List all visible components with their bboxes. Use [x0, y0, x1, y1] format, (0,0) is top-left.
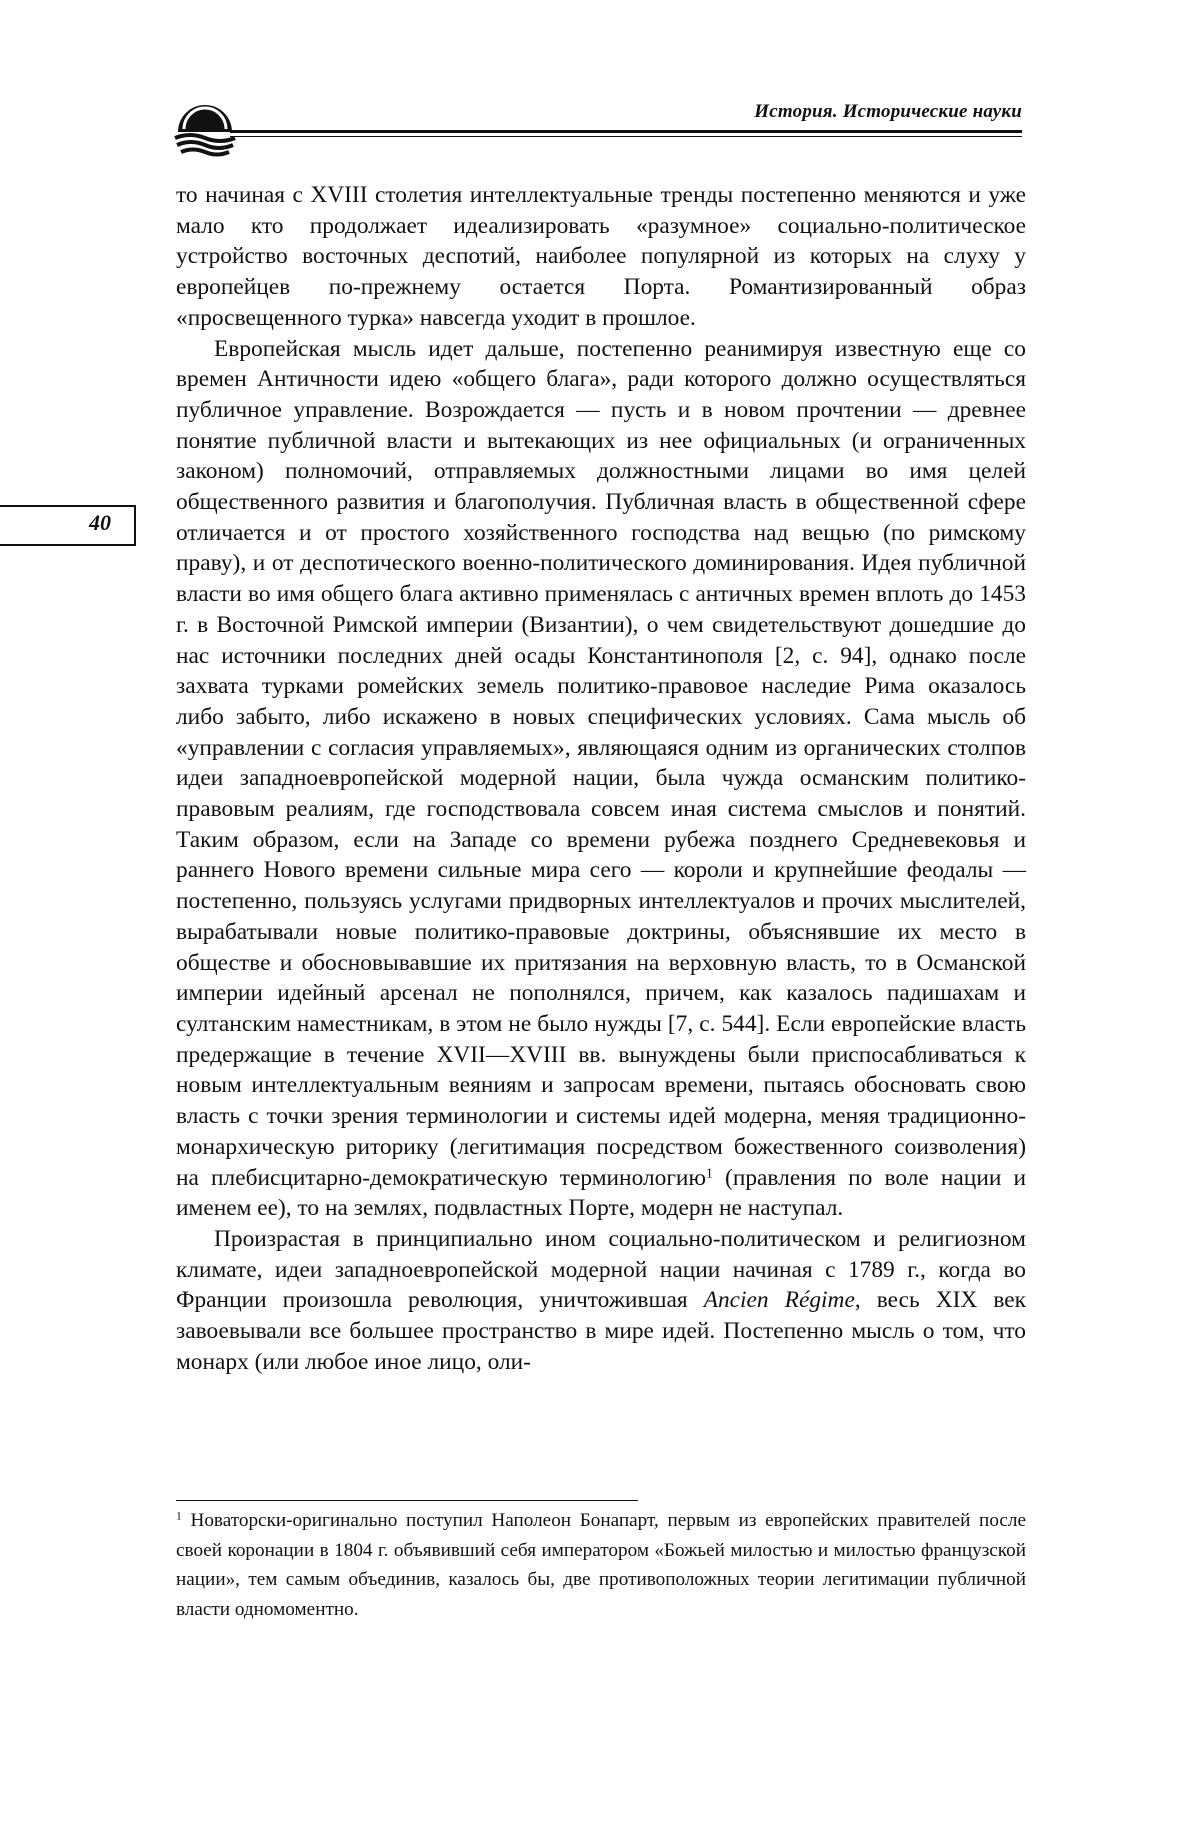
- footnote-text: [176, 1506, 1026, 1624]
- paragraph-1: то начиная с XVIII столетия интеллектуальные тренды постепенно меняются и уже мало кто продолжает идеализировать «разумное» социально-политическое устройство восточных деспотий, наиболее популярной из которых на слуху у европейцев по-прежнему остается Порта. Романтизированный образ «просвещенного турка» навсегда уходит в прошлое.: [176, 182, 1026, 331]
- paragraph-3-italic: Ancien Régime: [703, 1287, 855, 1314]
- paragraph-2-end: (правления по воле нации и именем ее), то на землях, подвластных Порте, модерн не наступал.: [176, 1164, 1026, 1222]
- paragraph-3: [176, 1224, 1026, 1378]
- footnote-marker: 1: [176, 1510, 182, 1523]
- header-rule-thin: [230, 136, 1022, 137]
- footnote: [176, 1506, 1026, 1624]
- footnote-reference: 1: [705, 1164, 713, 1181]
- footnote-separator: [176, 1500, 638, 1501]
- paragraph-2-text: Европейская мысль идет дальше, постепенно реанимируя известную еще со времен Античности идею «общего блага», ради которого должно осуществляться публичное управление. Возрождается — пусть и в новом прочтении — древнее понятие публичной власти и вытекающих из нее официальных (и ограниченных законом) полномочий, отправляемых должностными лицами во имя целей общественного развития и благополучия. Публичная власть в общественной сфере отличается и от простого хозяйственного господства над вещью (по римскому праву), и от деспотического военно-политического доминирования. Идея публичной власти во имя общего блага активно применялась с античных времен вплоть до 1453 г. в Восточной Римской империи (Византии), о чем свидетельствуют дошедшие до нас источники последних дней осады Константинополя [2, с. 94], однако после захвата турками ромейских земель политико-правовое наследие Рима оказалось либо забыто, либо искажено в новых специфических условиях. Сама мысль об «управлении с согласия управляемых», являющаяся одним из органических столпов идеи западноевропейской модерной нации, была чужда османским политико-правовым реалиям, где господствовала совсем иная система смыслов и понятий. Таким образом, если на Западе со времени рубежа позднего Средневековья и раннего Нового времени сильные мира сего — короли и крупнейшие феодалы — постепенно, пользуясь услугами придворных интеллектуалов и прочих мыслителей, вырабатывали новые политико-правовые доктрины, объяснявшие их место в обществе и обосновывавшие их притязания на верховную власть, то в Османской империи идейный арсенал не пополнялся, причем, как казалось падишахам и султанским наместникам, в этом не было нужды [7, с. 544]. Если европейские власть предержащие в течение XVII—XVIII вв. вынуждены были приспосабливаться к новым интеллектуальным веяниям и запросам времени, пытаясь обосновать свою власть с точки зрения терминологии и системы идей модерна, меняя традиционно-монархическую риторику (легитимация посредством божественного соизволения) на плебисцитарно-демократическую терминологию: [176, 335, 1026, 1191]
- header-rule-thick: [230, 130, 1022, 133]
- body-text: [176, 180, 1026, 1377]
- paragraph-3-end: , весь XIX век завоевывали все большее пространство в мире идей. Постепенно мысль о том, что монарх (или любое иное лицо, оли-: [176, 1287, 1026, 1375]
- paragraph-2: [176, 334, 1026, 1224]
- running-header-title: История. Исторические науки: [754, 101, 1022, 122]
- wave-sun-logo-icon: [172, 102, 238, 158]
- paragraph-3-start: Произрастая в принципиально ином социально-политическом и религиозном климате, идеи западноевропейской модерной нации начиная с 1789 г., когда во Франции произошла революция, уничтожившая: [176, 1225, 1026, 1314]
- footnote-body: Новаторски-оригинально поступил Наполеон Бонапарт, первым из европейских правителей после своей коронации в 1804 г. объявивший себя императором «Божьей милостью и милостью французской нации», тем самым объединив, казалось бы, две противоположных теории легитимации публичной власти одномоментно.: [176, 1510, 1026, 1620]
- page-number: 40: [89, 510, 111, 535]
